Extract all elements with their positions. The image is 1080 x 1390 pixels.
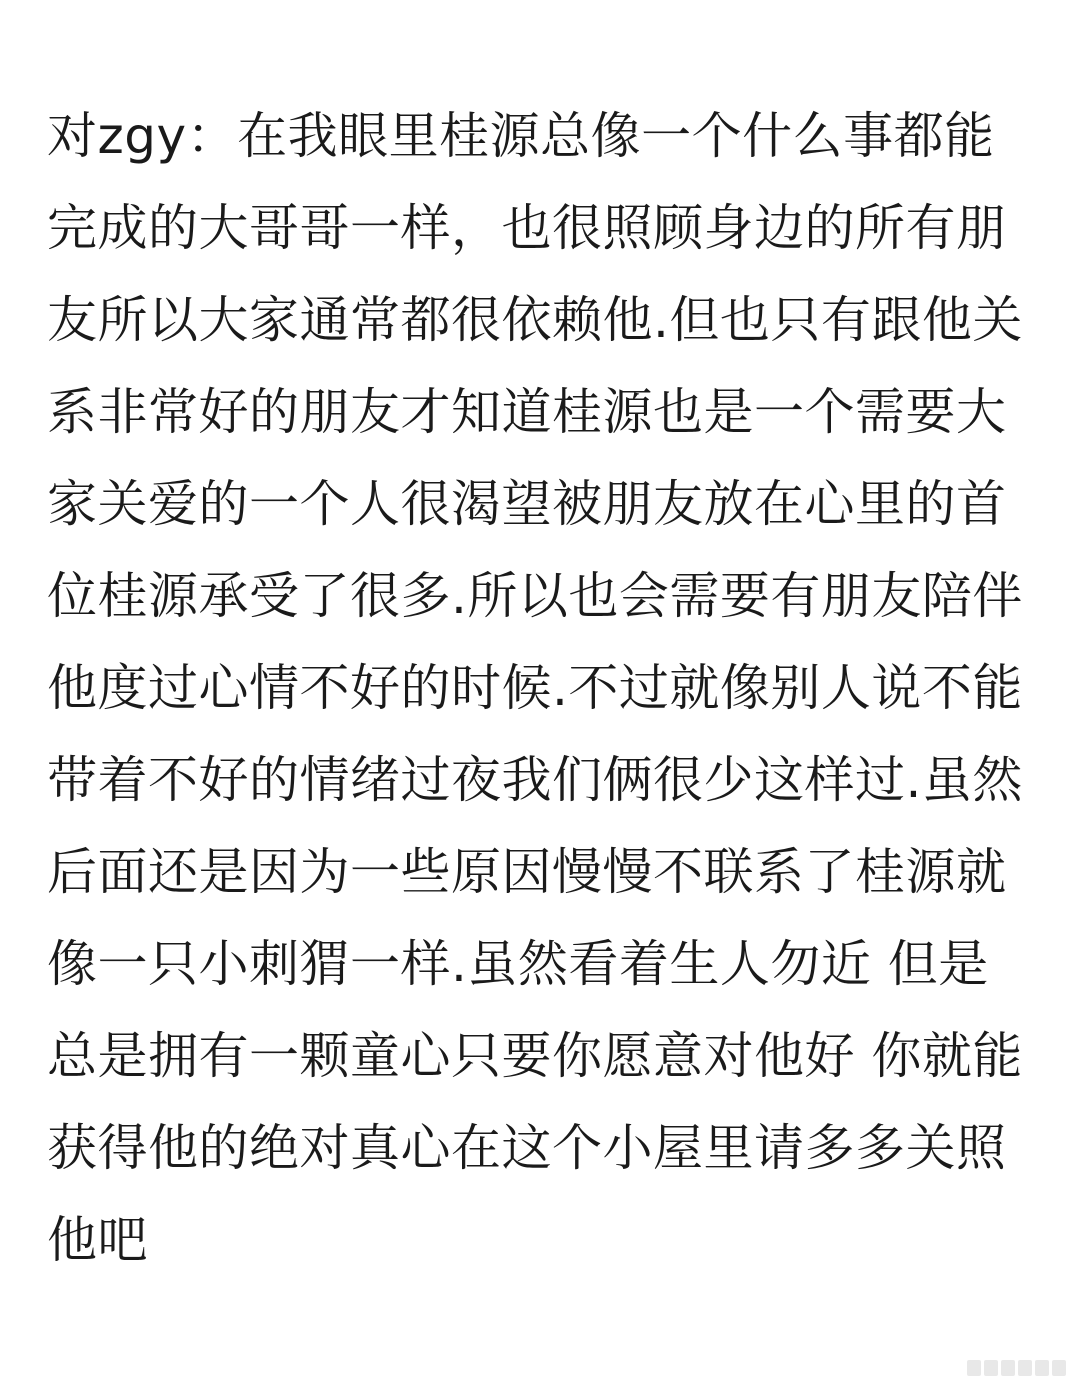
watermark-glyph	[1018, 1360, 1032, 1376]
post-text-block	[47, 100, 1047, 1296]
watermark-glyph	[967, 1360, 981, 1376]
post-text-line: 系非常好的朋友才知道桂源也是一个需要大	[47, 383, 1007, 441]
post-text-line: 后面还是因为一些原因慢慢不联系了桂源就	[47, 843, 1007, 901]
post-text-line: 总是拥有一颗童心只要你愿意对他好 你就能	[47, 1027, 1023, 1085]
post-text-line: 完成的大哥哥一样，也很照顾身边的所有朋	[47, 199, 1007, 257]
post-text-line: 对zgy：在我眼里桂源总像一个什么事都能	[47, 107, 995, 165]
watermark-glyph	[1001, 1360, 1015, 1376]
watermark-glyph	[1035, 1360, 1049, 1376]
watermark-glyph	[984, 1360, 998, 1376]
watermark-glyph	[1052, 1360, 1066, 1376]
post-text-line: 家关爱的一个人很渴望被朋友放在心里的首	[47, 475, 1007, 533]
post-text-line: 获得他的绝对真心在这个小屋里请多多关照	[47, 1119, 1007, 1177]
post-text-line: 像一只小刺猬一样.虽然看着生人勿近 但是	[47, 935, 989, 993]
post-text-line: 位桂源承受了很多.所以也会需要有朋友陪伴	[47, 567, 1023, 625]
post-text-line: 他吧	[47, 1211, 148, 1269]
faint-watermark	[967, 1358, 1066, 1378]
post-text-line: 带着不好的情绪过夜我们俩很少这样过.虽然	[47, 751, 1023, 809]
post-text-line: 他度过心情不好的时候.不过就像别人说不能	[47, 659, 1023, 717]
post-text-line: 友所以大家通常都很依赖他.但也只有跟他关	[47, 291, 1023, 349]
